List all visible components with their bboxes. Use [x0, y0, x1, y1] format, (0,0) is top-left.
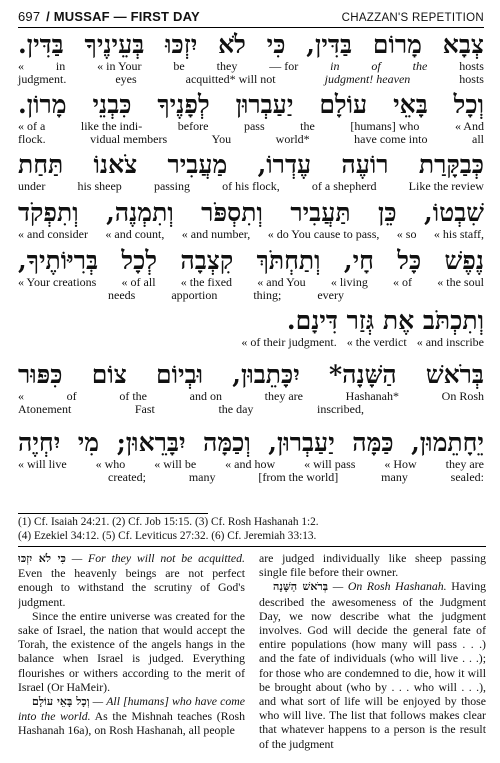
english-gloss-2: flock. vidual members You world* have come into all: [18, 131, 484, 146]
commentary-left-column: [18, 551, 245, 763]
section-title: MUSSAF — FIRST DAY: [53, 9, 200, 24]
verse-line-6: [18, 306, 484, 349]
footnote-line: (4) Ezekiel 34:12. (5) Cf. Leviticus 27:32. (6) Cf. Jeremiah 33:13.: [18, 529, 317, 542]
english-gloss: « of a like the indi- before pass the [humans] who « And: [18, 119, 484, 133]
verse-line-4: [18, 198, 484, 241]
verse-line-7: [18, 360, 484, 415]
verse-line-8: [18, 428, 484, 483]
english-gloss-2: Atonement Fast the day inscribed,: [18, 401, 364, 416]
footnote-line: (1) Cf. Isaiah 24:21. (2) Cf. Job 15:15. (3) Cf. Rosh Hashanah 1:2.: [18, 516, 319, 528]
header-right-title: CHAZZAN'S REPETITION: [341, 12, 484, 24]
english-gloss-2: created; many [from the world] many sealed:: [108, 469, 484, 484]
page-number: 697: [18, 9, 41, 24]
hebrew-line: נֶפֶשׁ כָּל חָי, וְתַחְתֹּךְ קִצְבָה לְכָל בְּרִיּוֹתֶיךָ,: [18, 246, 484, 275]
commentary-paragraph: Since the entire universe was created for the sake of Israel, the nation that would accept the Torah, the existence of the angels hangs in the balance when Israel is judged. Everything flourishes or withers according to the merit of Israel (Or HaMeir).: [18, 608, 245, 694]
hebrew-line: וְתִכְתֹּב אֶת גְּזַר דִּינָם.: [286, 306, 484, 335]
footnote-rule: [18, 513, 208, 514]
commentary-paragraph: are judged individually like sheep passing single file before their owner.: [259, 551, 486, 580]
verse-line-3: [18, 150, 484, 193]
english-gloss-2: judgment. eyes acquitted* will not judgment! heaven hosts: [18, 71, 484, 86]
hebrew-line: בְּרֹאשׁ הַשָּׁנָה* יִכָּתֵבוּן, וּבְיוֹם צוֹם כִּפּוּר: [18, 360, 484, 389]
verse-line-5: [18, 246, 484, 301]
commentary-right-column: [259, 551, 486, 763]
hebrew-line: כְּבַקָּרַת רוֹעֶה עֶדְרוֹ, מַעֲבִיר צֹאנוֹ תַּחַת: [18, 150, 484, 179]
verse-line-1: [18, 30, 484, 85]
english-gloss: « and consider « and count, « and number, « do You cause to pass, « so « his staff,: [18, 227, 484, 241]
commentary-paragraph: וְכָל בָּאֵי עוֹלָם — All [humans] who have come into the world. As the Mishnah teaches (Rosh Hashanah 16a), on Rosh Hashanah, all people: [18, 694, 245, 738]
english-gloss: « Your creations « of all « the fixed « and You « living « of « the soul: [18, 275, 484, 289]
hebrew-line: יֵחָתֵמוּן, כַּמָּה יַעַבְרוּן, וְכַמָּה יִבָּרֵאוּן; מִי יִחְיֶה: [18, 428, 484, 457]
footnotes: [18, 516, 486, 543]
english-gloss: « will live « who « will be « and how « will pass « How they are: [18, 457, 484, 471]
commentary: [18, 546, 486, 763]
commentary-paragraph: בְּרֹאשׁ הַשָּׁנָה — On Rosh Hashanah. Having described the awesomeness of the Judgment Day, we now describe what the judgment involves. God will decide the general fate of entire populations (how many will pass . . .) and the fate of individuals (who will live . . .); for those who are condemned to die, how it will be brought about (who by . . . who will . . .), and what sort of life will be enjoyed by those who will live. The list that follows makes clear that whatever happens to a person is the result of the judgment: [259, 579, 486, 751]
english-gloss: « of their judgment. « the verdict « and inscribe: [241, 335, 484, 349]
hebrew-line: שִׁבְטוֹ, כֵּן תַּעֲבִיר וְתִסְפֹּר וְתִמְנֶה, וְתִפְקֹד: [18, 198, 484, 227]
english-gloss: « of of the and on they are Hashanah* On Rosh: [18, 389, 484, 403]
commentary-paragraph: כִּי לֹא יִזְכּוּ — For they will not be acquitted. Even the heavenly beings are not perfect enough to withstand the scrutiny of God's judgment.: [18, 551, 245, 609]
hebrew-line: צְבָא מָרוֹם בַּדִּין, כִּי לֹא יִזְכּוּ בְּעֵינֶיךָ בַּדִּין.: [18, 30, 484, 59]
english-gloss: « in « in Your be they — for in of the hosts: [18, 59, 484, 73]
verse-line-2: [18, 90, 484, 145]
header-left: 697 / MUSSAF — FIRST DAY: [18, 9, 200, 24]
hebrew-line: וְכָל בָּאֵי עוֹלָם יַעַבְרוּן לְפָנֶיךָ כִּבְנֵי מָרוֹן.: [18, 90, 484, 119]
english-gloss: under his sheep passing of his flock, of a shepherd Like the review: [18, 179, 484, 193]
english-gloss-2: needs apportion thing; every: [108, 287, 344, 302]
page-header: [18, 6, 484, 28]
